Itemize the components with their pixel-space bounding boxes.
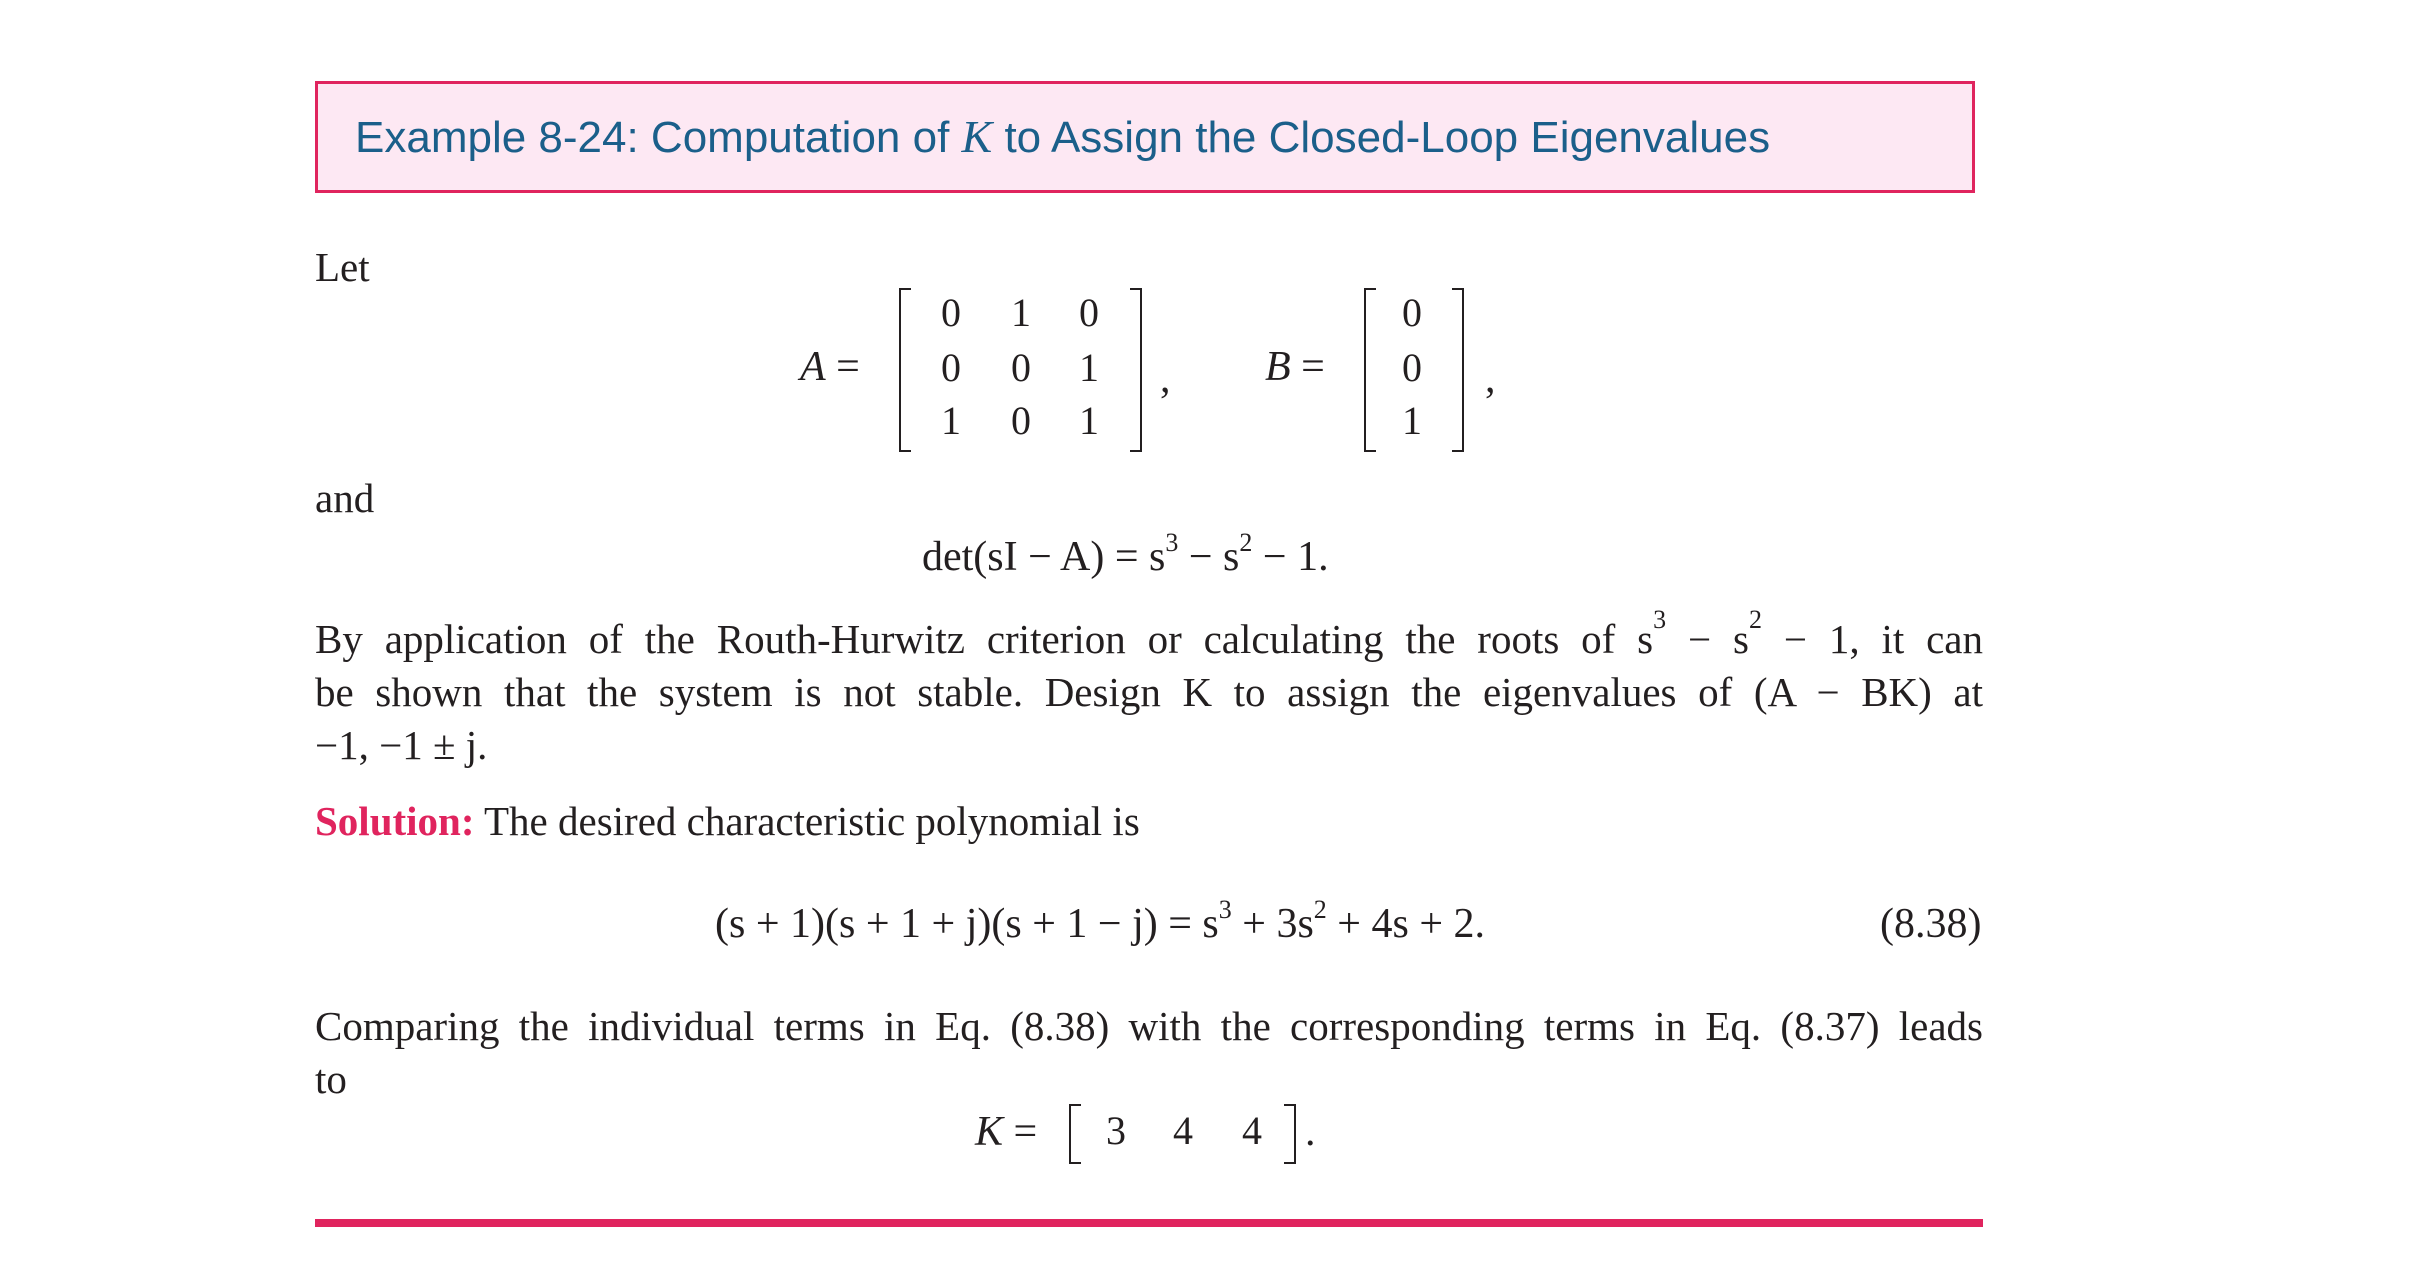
paragraph-stability-line2: be shown that the system is not stable. Design K to assign the eigenvalues of (A − BK) at: [315, 669, 1983, 715]
matrix-a-cell: 0: [1011, 345, 1031, 390]
example-title: Example 8-24: Computation of K to Assign the Closed-Loop Eigenvalues: [355, 111, 1771, 162]
det-equation: $\det(sI - A) = s^3 - s^2 - 1$.: [922, 528, 1329, 580]
and-label: and: [315, 475, 375, 521]
matrix-b-cell: 0: [1402, 345, 1422, 390]
solution-label: Solution:: [315, 798, 475, 844]
k-value: 4: [1173, 1108, 1193, 1153]
matrix-b-cell: 0: [1402, 290, 1422, 335]
matrix-b-left-bracket: [1364, 288, 1376, 452]
matrix-a-cell: 1: [1079, 345, 1099, 390]
k-label: K =: [975, 1109, 1038, 1155]
matrix-a-comma: ,: [1160, 356, 1171, 402]
paragraph-comparing-line1: Comparing the individual terms in Eq. (8.38) with the corresponding terms in Eq. (8.37) leads: [315, 1003, 1983, 1049]
matrix-a-right-bracket: [1130, 288, 1142, 452]
characteristic-polynomial: $(s + 1)(s + 1 + j)(s + 1 - j) = s^3 + 3s^2 + 4s + 2$.: [715, 895, 1486, 947]
k-value: 4: [1242, 1108, 1262, 1153]
matrix-a-cell: 1: [1011, 290, 1031, 335]
example-header-box: [315, 81, 1975, 193]
k-left-bracket: [1069, 1104, 1081, 1164]
bottom-rule: [315, 1219, 1983, 1227]
matrix-a-cell: 1: [1079, 398, 1099, 443]
k-period: .: [1305, 1109, 1316, 1155]
matrix-a-left-bracket: [899, 288, 911, 452]
solution-line: Solution: The desired characteristic polynomial is: [315, 798, 1140, 844]
let-label: Let: [315, 244, 370, 290]
paragraph-comparing-line2: to: [315, 1056, 347, 1102]
matrix-a-label: A =: [800, 344, 860, 390]
matrix-b-right-bracket: [1452, 288, 1464, 452]
k-right-bracket: [1284, 1104, 1296, 1164]
paragraph-stability-line1: By application of the Routh-Hurwitz criterion or calculating the roots of $s^3 - s^2 - 1$, it can: [315, 605, 1983, 662]
paragraph-stability-line3: −1, −1 ± j.: [315, 722, 488, 768]
matrix-b-label: B =: [1265, 344, 1325, 390]
matrix-a-cell: 0: [1011, 398, 1031, 443]
matrix-a-cell: 1: [941, 398, 961, 443]
matrix-b-cell: 1: [1402, 398, 1422, 443]
equation-number: (8.38): [1880, 901, 1982, 947]
matrix-a-cell: 0: [941, 345, 961, 390]
matrix-b-comma: ,: [1485, 356, 1496, 402]
matrix-a-cell: 0: [1079, 290, 1099, 335]
k-value: 3: [1106, 1108, 1126, 1153]
matrix-a-cell: 0: [941, 290, 961, 335]
